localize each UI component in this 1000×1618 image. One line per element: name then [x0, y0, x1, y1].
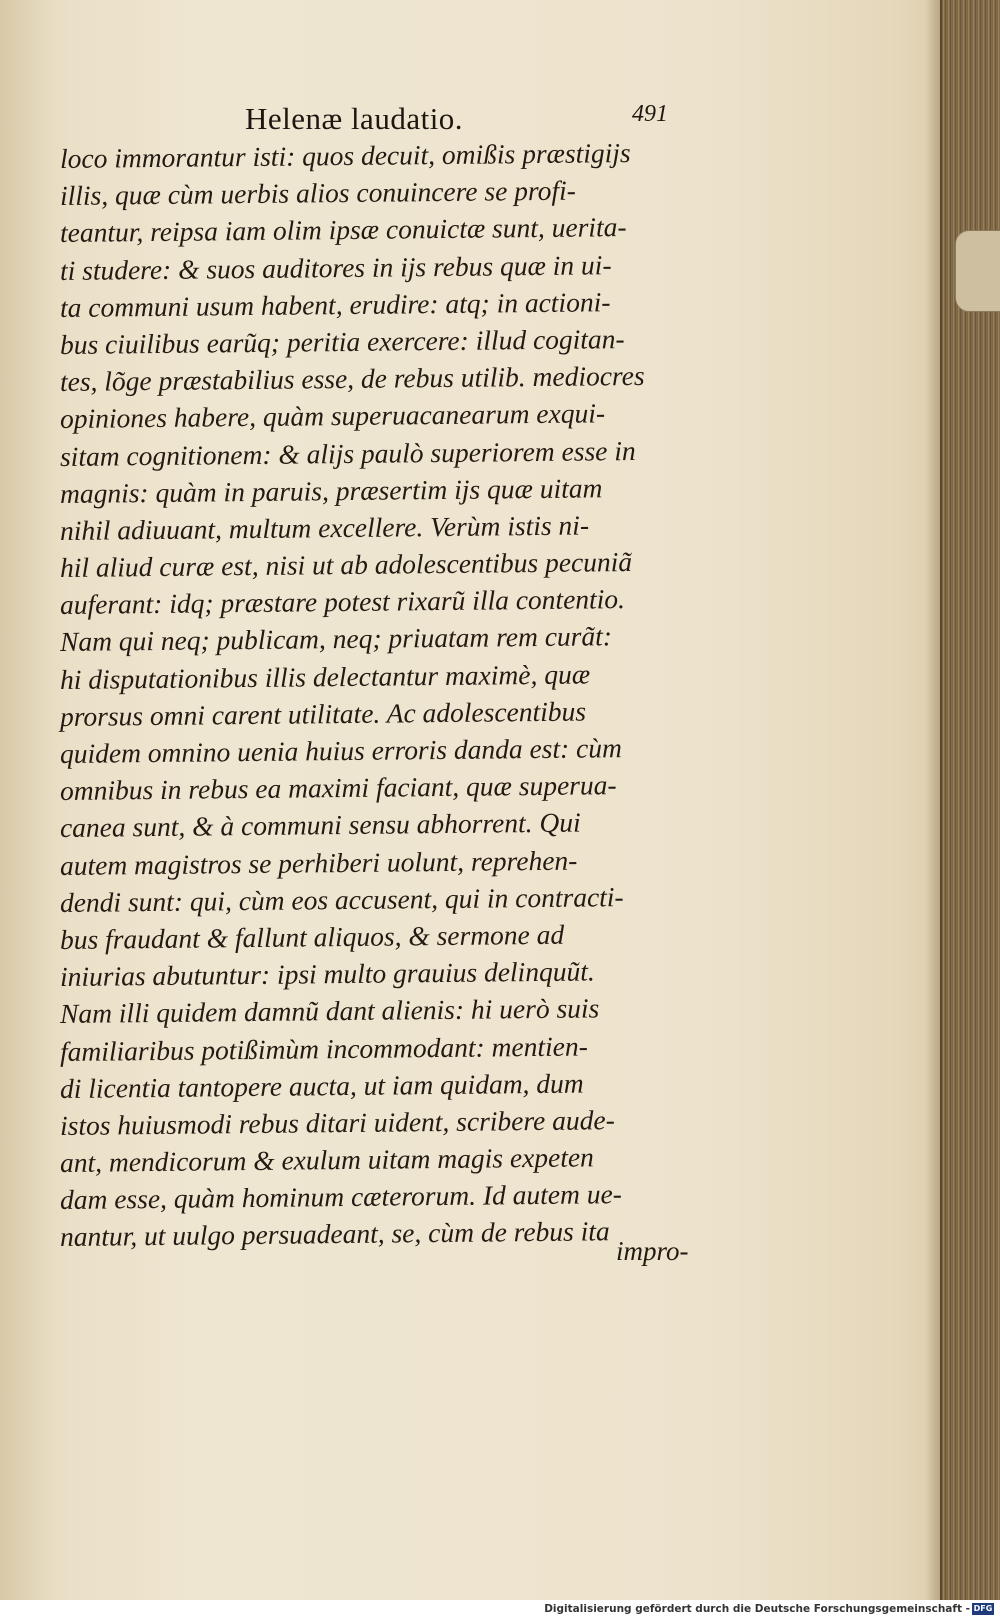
text-line: bus fraudant & fallunt aliquos, & sermone ad	[59, 918, 565, 955]
text-line: magnis: quàm in paruis, præsertim ijs quæ uitam	[59, 472, 603, 509]
body-text	[59, 137, 710, 1256]
text-line: nantur, ut uulgo persuadeant, se, cùm de rebus ita	[59, 1215, 610, 1253]
dfg-logo: DFG	[973, 1604, 993, 1613]
text-line: dam esse, quàm hominum cæterorum. Id autem ue-	[59, 1178, 623, 1216]
text-line: di licentia tantopere aucta, ut iam quidam, dum	[59, 1067, 584, 1104]
text-line: opiniones habere, quàm superuacanearum exqui-	[59, 397, 606, 435]
book-clasp	[955, 230, 1000, 312]
text-line: auferant: idq; præstare potest rixarũ illa contentio.	[59, 583, 626, 621]
text-line: bus ciuilibus earũq; peritia exercere: illud cogitan-	[59, 323, 625, 360]
footer-credit: Digitalisierung gefördert durch die Deutsche Forschungsgemeinschaft -	[544, 1603, 970, 1615]
text-line: loco immorantur isti: quos decuit, omißis præstigijs	[59, 137, 631, 174]
text-line: ant, mendicorum & exulum uitam magis expeten	[59, 1141, 594, 1179]
text-line: teantur, reipsa iam olim ipsæ conuictæ sunt, uerita-	[59, 211, 627, 249]
running-head: Helenæ laudatio.	[245, 101, 464, 136]
page-number: 491	[632, 101, 668, 127]
text-line: canea sunt, & à communi sensu abhorrent. Qui	[59, 806, 581, 844]
catchword: impro-	[616, 1236, 689, 1266]
text-line: nihil adiuuant, multum excellere. Verùm istis ni-	[59, 509, 590, 546]
text-line: sitam cognitionem: & alijs paulò superiorem esse in	[59, 434, 636, 472]
text-line: illis, quæ cùm uerbis alios conuincere se profi-	[59, 174, 576, 212]
text-line: istos huiusmodi rebus ditari uident, scribere aude-	[59, 1104, 615, 1141]
text-line: quidem omnino uenia huius erroris danda est: cùm	[59, 732, 623, 769]
text-line: ta communi usum habent, erudire: atq; in actioni-	[59, 285, 611, 323]
text-line: Nam illi quidem damnũ dant alienis: hi uerò suis	[59, 992, 600, 1030]
text-line: familiaribus potißimùm incommodant: mentien-	[59, 1029, 588, 1067]
text-line: hil aliud curæ est, nisi ut ab adolescentibus pecuniã	[59, 546, 633, 584]
text-line: dendi sunt: qui, cùm eos accusent, qui in contracti-	[59, 880, 624, 918]
text-line: Nam qui neq; publicam, neq; priuatam rem curãt:	[59, 620, 613, 658]
text-line: iniurias abutuntur: ipsi multo grauius delinquũt.	[59, 955, 595, 993]
text-line: tes, lõge præstabilius esse, de rebus utilib. mediocres	[59, 360, 645, 398]
text-line: autem magistros se perhiberi uolunt, reprehen-	[59, 844, 578, 881]
text-line: omnibus in rebus ea maximi faciant, quæ superua-	[59, 769, 617, 807]
text-line: ti studere: & suos auditores in ijs rebus quæ in ui-	[59, 248, 612, 286]
text-line: prorsus omni carent utilitate. Ac adolescentibus	[59, 695, 587, 732]
text-line: hi disputationibus illis delectantur maximè, quæ	[59, 658, 591, 695]
